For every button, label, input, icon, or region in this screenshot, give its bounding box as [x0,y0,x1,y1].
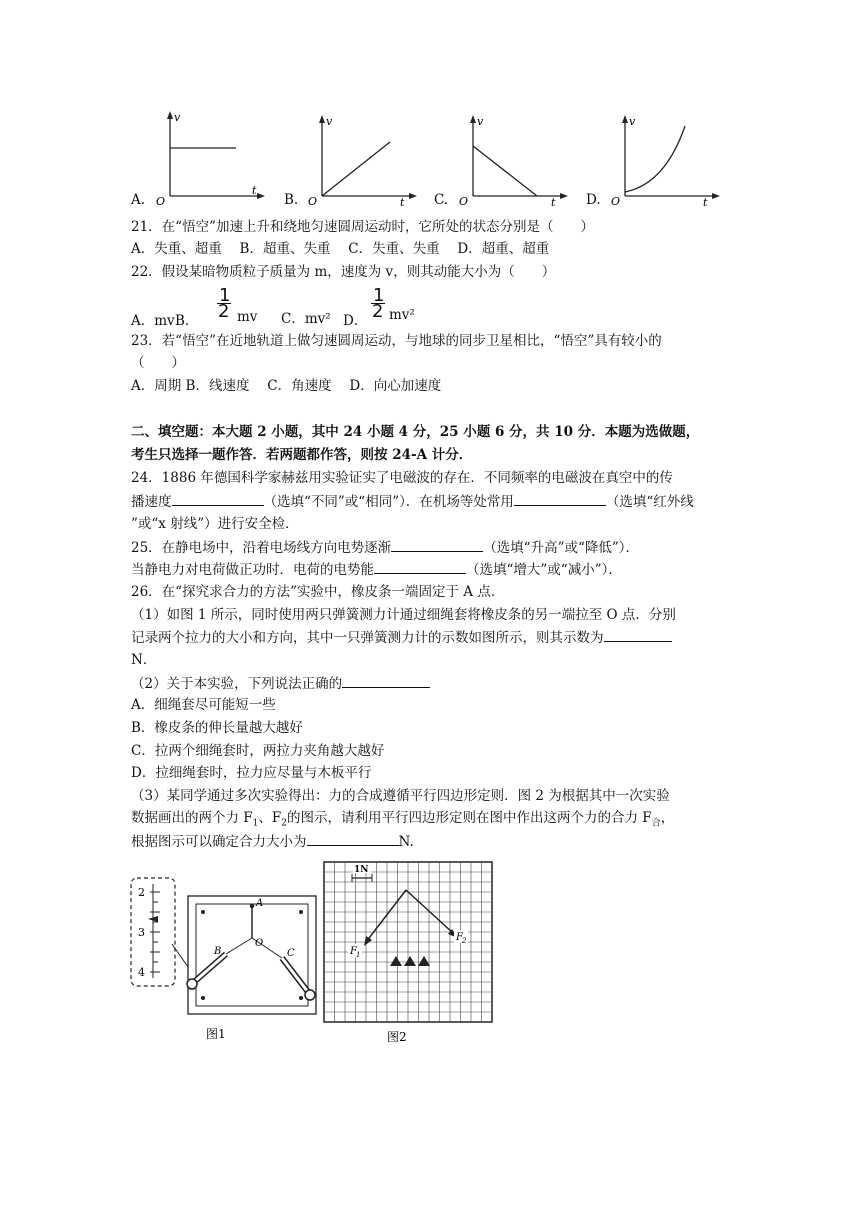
graph-b-t: t [400,196,405,208]
fig1-label-o: O [255,938,264,949]
graph-c-t: t [551,196,556,208]
q26-p3-line-1: （3）某同学通过多次实验得出：力的合成遵循平行四边形定则．图 2 为根据其中一次实验 [131,788,670,804]
scale-tick-4: 4 [138,966,145,979]
q26-p3-line-2c: 的图示，请利用平行四边形定则在图中作出这两个力的合力 F [287,810,652,826]
q24-line-2 [131,491,694,512]
graph-b-label: B. [284,192,299,208]
q26-p1-line-1: （1）如图 1 所示，同时使用两只弹簧测力计通过细绳套将橡皮条的另一端拉至 O 点．分别 [131,607,676,623]
section2-heading-2: 考生只选择一题作答．若两题都作答，则按 24-A 计分． [131,447,473,463]
graph-d-label: D. [586,192,601,208]
q25-line-1b: （选填“升高”或“降低”）． [483,540,640,556]
q26-p3-sub-2: 2 [281,818,288,829]
fig2-unit: 1N [354,865,369,875]
q24-line-2b: （选填“不同”或“相同”）．在机场等处常用 [263,494,514,510]
q26-p3-line-2b: 、F [258,810,282,826]
q26-p2-option-b: B．橡皮条的伸长量越大越好 [131,720,303,736]
figure-1-apparatus [128,872,328,1052]
q22-frac-d-num: 1 [373,285,385,306]
q22-opt-a: A．mv [131,313,175,329]
q26-p2-stem-text: （2）关于本实验，下列说法正确的 [131,676,343,692]
q26-blank-1[interactable] [604,627,672,642]
q25-line-2a: 当静电力对电荷做正功时．电荷的电势能 [131,562,374,578]
q22-opt-d: D． [343,313,368,329]
graph-d-accelerating [607,112,722,208]
q26-line-1: 26．在“探究求合力的方法”实验中，橡皮条一端固定于 A 点． [131,584,505,600]
scale-tick-3: 3 [138,926,145,939]
q26-p3-line-3a: 根据图示可以确定合力大小为 [131,834,307,850]
q26-blank-2[interactable] [342,673,430,688]
q24-blank-2[interactable] [514,491,606,506]
q26-blank-3[interactable] [307,831,399,846]
graph-a-o: O [156,195,166,208]
graph-b-o: O [308,195,318,208]
q22-frac-b-num: 1 [219,285,231,306]
fig1-caption: 图1 [206,1027,226,1041]
graph-a-t: t [252,184,257,197]
q22-opt-d-tail: mv² [389,307,415,323]
fig2-f2-sub: 2 [462,937,467,945]
q22-opt-b-tail: mv [237,309,258,325]
q22-opt-c: C．mv² [281,311,331,327]
graph-b-increasing [304,112,419,208]
q21-stem: 21．在“悟空”加速上升和绕地匀速圆周运动时，它所处的状态分别是（ ） [131,219,594,235]
q21-options: A．失重、超重 B．超重、失重 C．失重、失重 D．超重、超重 [131,241,550,257]
graph-a-label: A. [131,192,146,208]
q26-p3-sub-1: 1 [252,818,259,829]
fig2-f1-sub: 1 [356,951,361,959]
q25-blank-2[interactable] [374,559,466,574]
q25-line-2 [131,559,622,580]
graph-c-label: C. [434,192,449,208]
graph-d-t: t [703,196,708,208]
q26-p3-sub-he: 合 [651,818,661,829]
graph-b-v: v [326,115,333,128]
q23-stem-1: 23．若“悟空”在近地轨道上做匀速圆周运动，与地球的同步卫星相比，“悟空”具有较小的 [131,333,662,349]
q25-line-1a: 25．在静电场中，沿着电场线方向电势逐渐 [131,540,392,556]
q26-p3-line-3b: N. [398,834,414,850]
fig2-f2-label: F [456,932,463,943]
fig1-label-a: A [256,898,264,909]
q23-stem-2: （ ） [131,355,185,371]
section2-heading-1: 二、填空题：本大题 2 小题，其中 24 小题 4 分，25 小题 6 分，共 10 分．本题为选做题， [131,424,700,440]
fig1-label-c: C [287,948,295,959]
q22-frac-d-den: 2 [372,301,384,322]
q26-p2-stem [131,673,430,694]
q24-line-1: 24．1886 年德国科学家赫兹用实验证实了电磁波的存在．不同频率的电磁波在真空中的传 [131,470,673,486]
graph-d-o: O [611,195,621,208]
graph-c-v: v [477,115,484,128]
q22-opt-b: B． [175,313,199,329]
q26-p1-line-2 [131,627,672,648]
q24-line-2c: （选填“红外线 [605,494,694,510]
q25-line-2b: （选填“增大”或“减小”）． [466,562,622,578]
q23-options: A．周期 B．线速度 C．角速度 D．向心加速度 [131,378,442,394]
q26-p3-line-2a: 数据画出的两个力 F [131,810,253,826]
graph-a-constant [152,108,267,208]
fig1-label-b: B [214,946,222,957]
graph-d-v: v [629,115,636,128]
q26-p3-line-2d: ， [660,810,675,826]
q24-line-2a: 播速度 [131,494,172,510]
q26-p2-option-c: C．拉两个细绳套时，两拉力夹角越大越好 [131,743,385,759]
q22-frac-b-den: 2 [218,301,230,322]
scale-tick-2: 2 [138,886,145,899]
q26-p3-line-3 [131,831,414,852]
q25-line-1 [131,537,639,558]
q26-p1-line-2-text: 记录两个拉力的大小和方向，其中一只弹簧测力计的示数如图所示，则其示数为 [131,630,604,646]
q24-line-3: ”或“x 射线”）进行安全检． [131,516,299,532]
q26-p2-option-d: D．拉细绳套时，拉力应尽量与木板平行 [131,765,372,781]
graph-c-o: O [459,195,469,208]
q24-blank-1[interactable] [172,491,264,506]
fig2-f1-label: F [350,946,357,957]
q26-p2-option-a: A．细绳套尽可能短一些 [131,697,276,713]
q22-options [131,287,731,327]
fig2-caption: 图2 [387,1030,407,1044]
figure-2-force-grid [322,860,498,1052]
q22-stem: 22．假设某暗物质粒子质量为 m，速度为 v，则其动能大小为（ ） [131,264,556,280]
q25-blank-1[interactable] [391,537,483,552]
graph-c-decreasing [455,112,570,208]
q26-p1-line-3: N． [131,652,157,668]
q26-p3-line-2 [131,808,674,834]
graph-a-v: v [174,111,181,124]
